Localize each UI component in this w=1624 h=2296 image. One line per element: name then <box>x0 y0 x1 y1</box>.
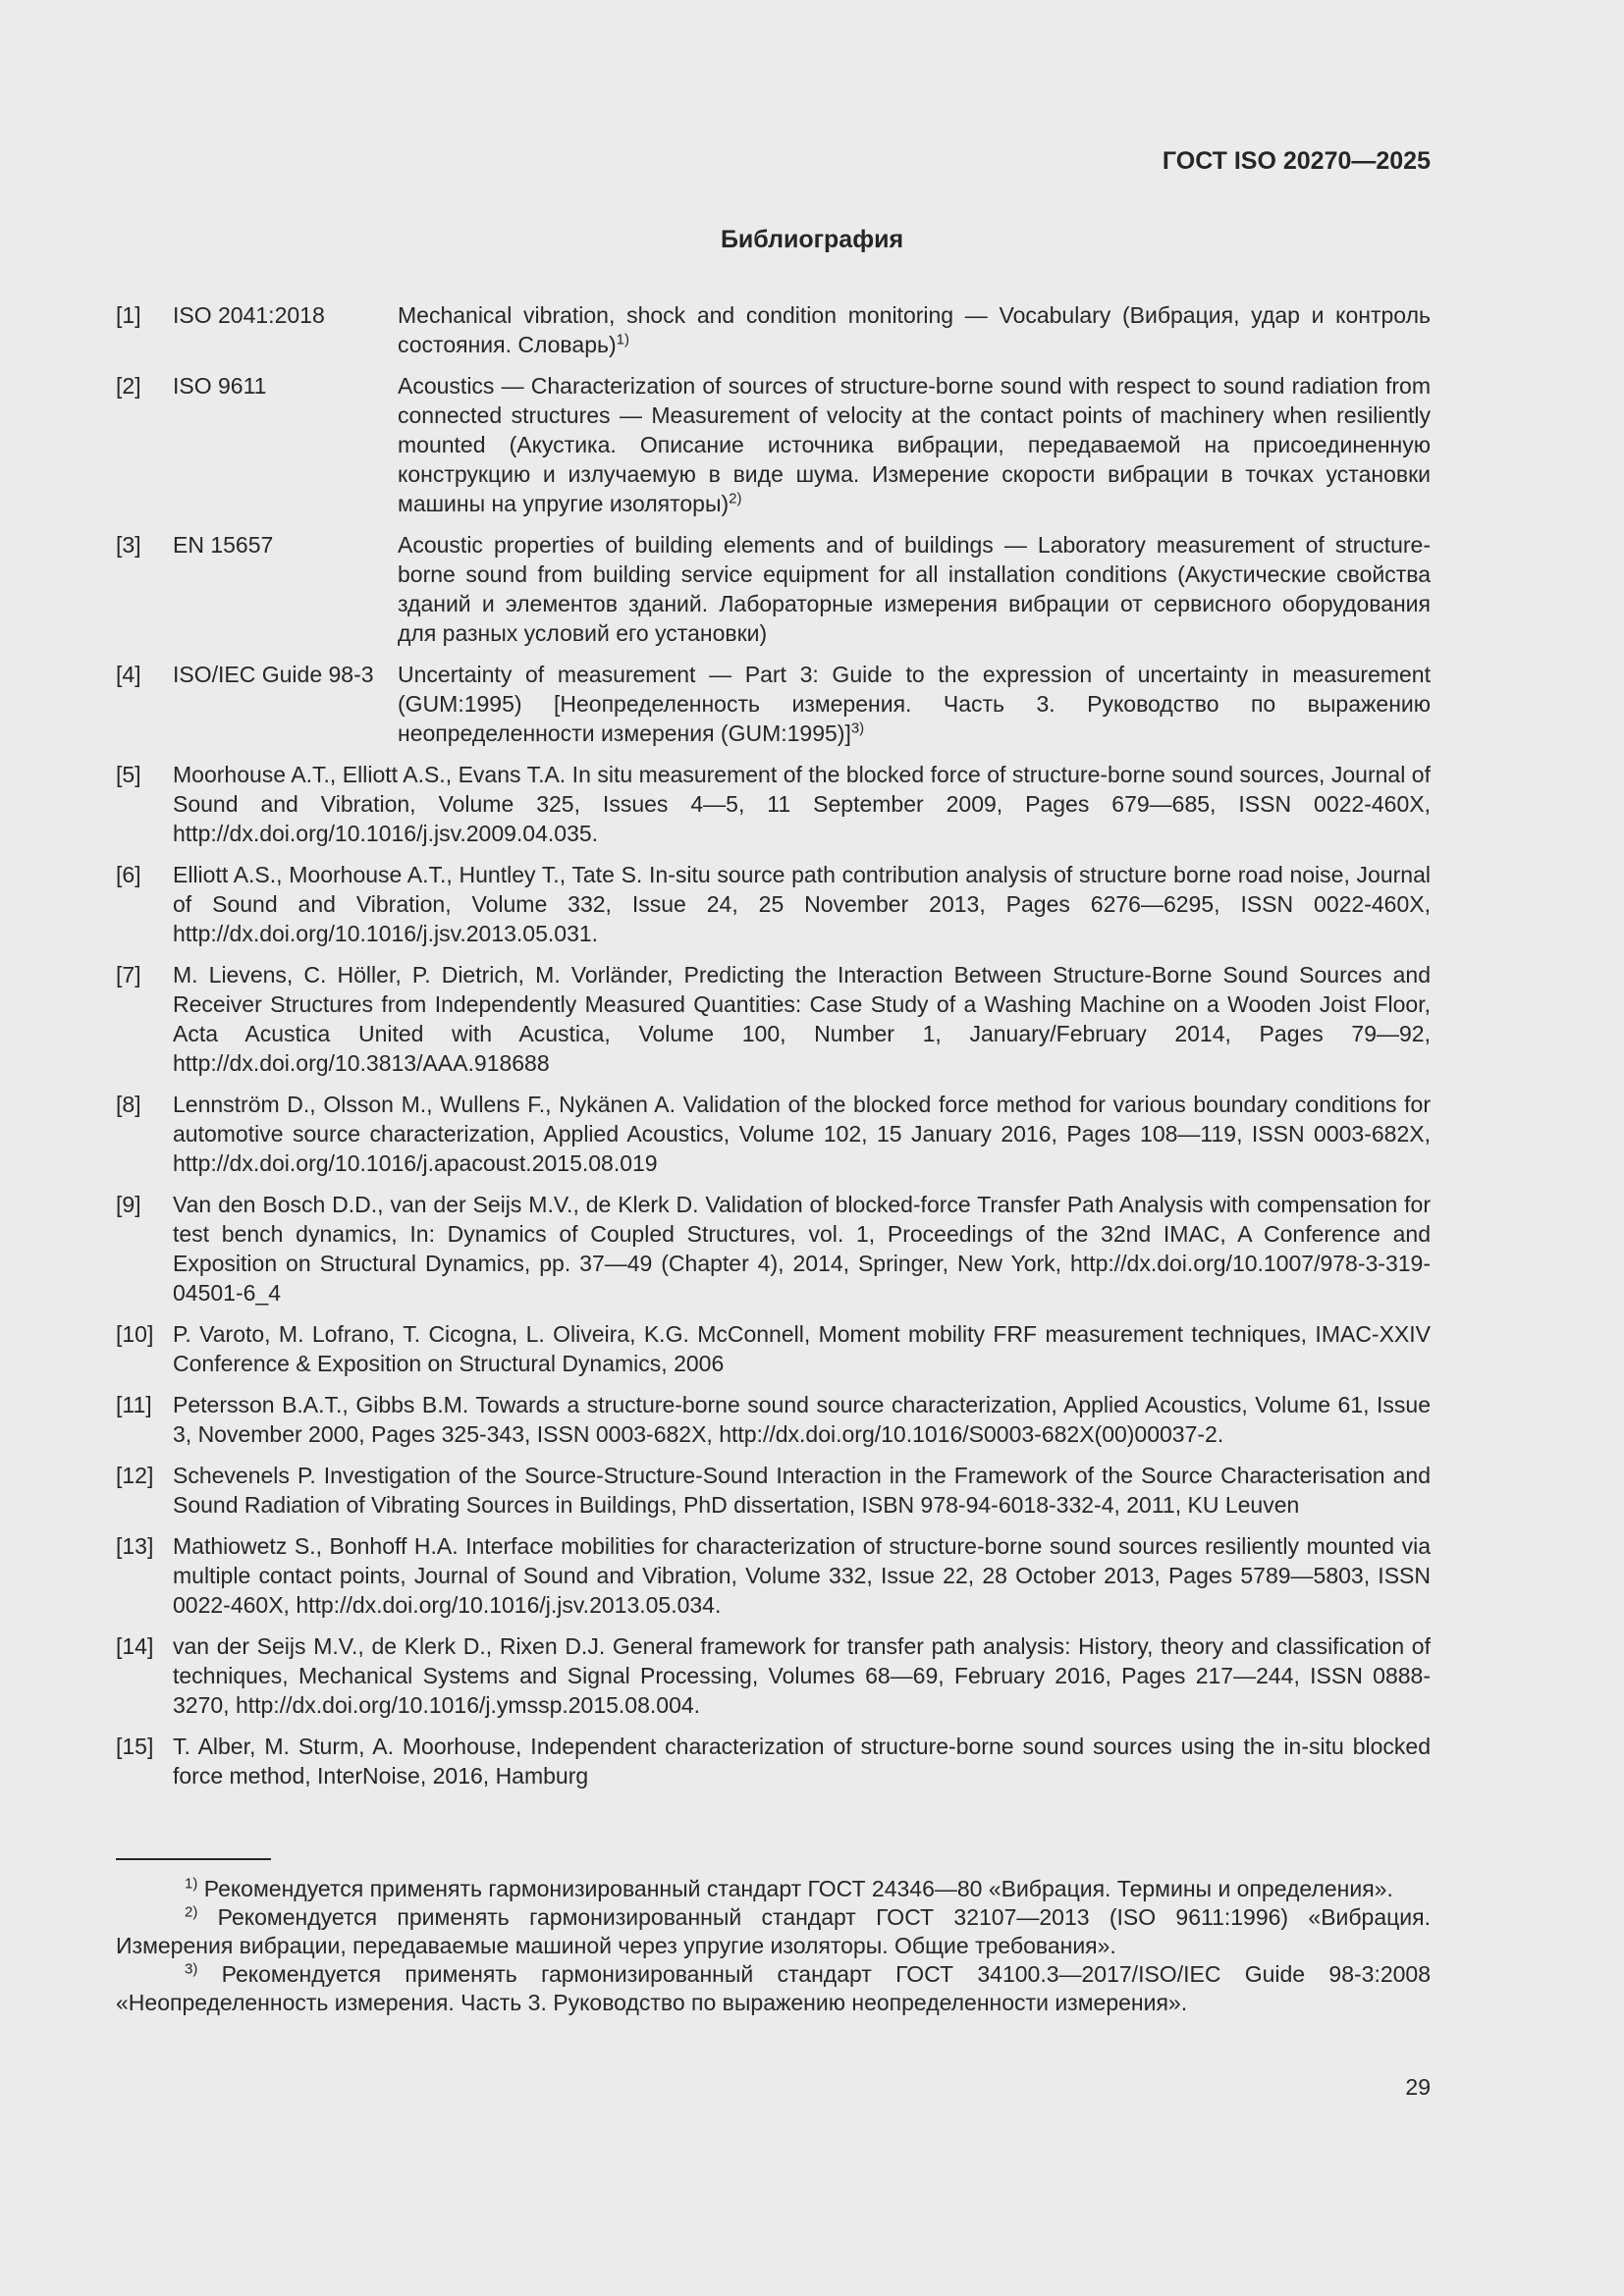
standard-code: ISO/IEC Guide 98-3 <box>173 662 374 687</box>
entry-text: Lennström D., Olsson M., Wullens F., Nykänen A. Validation of the blocked force method for various boundary conditions for automotive source characterization, Applied Acoustics, Volume 102, 15 January 2016, Pages 108—119, ISSN 0003-682X, http://dx.doi.org/10.1016/j.apacoust.2015.08.019 <box>173 1092 1431 1176</box>
entry-text: Van den Bosch D.D., van der Seijs M.V., de Klerk D. Validation of blocked-force Transfer Path Analysis with compensation for test bench dynamics, In: Dynamics of Coupled Structures, vol. 1, Proceedings of the 32nd IMAC, A Conference and Exposition on Structural Dynamics, pp. 37—49 (Chapter 4), 2014, Springer, New York, http://dx.doi.org/10.1007/978-3-319-04501-6_4 <box>173 1192 1431 1306</box>
entry-text-content: Uncertainty of measurement — Part 3: Guide to the expression of uncertainty in measurement (GUM:1995) [Неопределенность измерения. Часть 3. Руководство по выражению неопределенности измерения (GUM:1995)] <box>398 662 1431 746</box>
page-number: 29 <box>1405 2074 1431 2100</box>
entry-text: P. Varoto, M. Lofrano, T. Cicogna, L. Oliveira, K.G. McConnell, Moment mobility FRF measurement techniques, IMAC-XXIV Conference & Exposition on Structural Dynamics, 2006 <box>173 1321 1431 1376</box>
entry-number: [2] <box>116 373 141 399</box>
entry-number: [15] <box>116 1734 154 1759</box>
footnote-separator <box>116 1858 271 1860</box>
bibliography-entry <box>116 1090 1431 1178</box>
bibliography-entry <box>116 1732 1431 1790</box>
document-code: ГОСТ ISO 20270—2025 <box>1162 147 1431 175</box>
entry-text: T. Alber, M. Sturm, A. Moorhouse, Independent characterization of structure-borne sound sources using the in-situ blocked force method, InterNoise, 2016, Hamburg <box>173 1734 1431 1789</box>
entry-text: Schevenels P. Investigation of the Source-Structure-Sound Interaction in the Framework of the Source Characterisation and Sound Radiation of Vibrating Sources in Buildings, PhD dissertation, ISBN 978-94-6018-332-4, 2011, KU Leuven <box>173 1463 1431 1518</box>
standard-code: EN 15657 <box>173 532 274 558</box>
entry-number: [7] <box>116 962 141 988</box>
entry-number: [13] <box>116 1533 154 1559</box>
standard-code: ISO 9611 <box>173 373 267 399</box>
footnote-text: Рекомендуется применять гармонизированный стандарт ГОСТ 32107—2013 (ISO 9611:1996) «Вибрация. Измерения вибрации, передаваемые машиной через упругие изоляторы. Общие требования». <box>116 1904 1432 1958</box>
standard-code: ISO 2041:2018 <box>173 302 325 328</box>
bibliography-entry <box>116 300 1431 359</box>
bibliography-entry <box>116 1531 1431 1620</box>
entry-number: [11] <box>116 1392 152 1417</box>
bibliography-entry <box>116 530 1431 648</box>
entry-text: Elliott A.S., Moorhouse A.T., Huntley T., Tate S. In-situ source path contribution analysis of structure borne road noise, Journal of Sound and Vibration, Volume 332, Issue 24, 25 November 2013, Pages 6276—6295, ISSN 0022-460X, http://dx.doi.org/10.1016/j.jsv.2013.05.031. <box>173 862 1431 946</box>
entry-number: [6] <box>116 862 141 887</box>
footnote-text: Рекомендуется применять гармонизированный стандарт ГОСТ 24346—80 «Вибрация. Термины и определения». <box>203 1876 1393 1901</box>
entry-text-content: Acoustic properties of building elements and of buildings — Laboratory measurement of structure-borne sound from building service equipment for all installation conditions (Акустические свойства зданий и элементов зданий. Лабораторные измерения вибрации от сервисного оборудования для разных условий его установки) <box>398 532 1431 646</box>
footnote-mark: 1) <box>185 1875 198 1893</box>
entry-number: [9] <box>116 1192 141 1217</box>
entry-text: Petersson B.A.T., Gibbs B.M. Towards a structure-borne sound source characterization, Applied Acoustics, Volume 61, Issue 3, November 2000, Pages 325-343, ISSN 0003-682X, http://dx.doi.org/10.1016/S0003-682X(00)00037-2. <box>173 1392 1431 1447</box>
entry-number: [14] <box>116 1633 154 1659</box>
bibliography-list <box>116 300 1431 1802</box>
footnote-mark: 3) <box>185 1960 198 1978</box>
entry-text <box>398 300 1431 359</box>
bibliography-entry <box>116 1319 1431 1378</box>
bibliography-entry <box>116 371 1431 518</box>
entry-number: [5] <box>116 762 141 787</box>
footnote-ref: 1) <box>616 331 629 348</box>
entry-number: [1] <box>116 302 141 328</box>
entry-text <box>398 660 1431 748</box>
entry-number: [12] <box>116 1463 154 1488</box>
bibliography-entry <box>116 860 1431 948</box>
entry-text-content: Acoustics — Characterization of sources of structure-borne sound with respect to sound radiation from connected structures — Measurement of velocity at the contact points of machinery when resiliently mounted (Акустика. Описание источника вибрации, передаваемой на присоединенную конструкцию и излучаемую в виде шума. Измерение скорости вибрации в точках установки машины на упругие изоляторы) <box>398 373 1431 516</box>
bibliography-entry <box>116 1390 1431 1449</box>
entry-text: Mathiowetz S., Bonhoff H.A. Interface mobilities for characterization of structure-borne sound sources resiliently mounted via multiple contact points, Journal of Sound and Vibration, Volume 332, Issue 22, 28 October 2013, Pages 5789—5803, ISSN 0022-460X, http://dx.doi.org/10.1016/j.jsv.2013.05.034. <box>173 1533 1431 1618</box>
footnote <box>116 1960 1431 2017</box>
entry-number: [3] <box>116 532 141 558</box>
bibliography-entry <box>116 1631 1431 1720</box>
footnote <box>116 1903 1431 1960</box>
bibliography-entry <box>116 660 1431 748</box>
bibliography-entry <box>116 760 1431 848</box>
bibliography-entry <box>116 1190 1431 1308</box>
bibliography-entry <box>116 1461 1431 1520</box>
entry-text: van der Seijs M.V., de Klerk D., Rixen D.J. General framework for transfer path analysis: History, theory and classification of techniques, Mechanical Systems and Signal Processing, Volumes 68—69, February 2016, Pages 217—244, ISSN 0888-3270, http://dx.doi.org/10.1016/j.ymssp.2015.08.004. <box>173 1633 1431 1718</box>
entry-text: Moorhouse A.T., Elliott A.S., Evans T.A. In situ measurement of the blocked force of structure-borne sound sources, Journal of Sound and Vibration, Volume 325, Issues 4—5, 11 September 2009, Pages 679—685, ISSN 0022-460X, http://dx.doi.org/10.1016/j.jsv.2009.04.035. <box>173 762 1431 846</box>
entry-number: [4] <box>116 662 141 687</box>
footnotes <box>116 1875 1431 2017</box>
footnote-ref: 2) <box>729 490 742 507</box>
entry-text <box>398 371 1431 518</box>
entry-text: M. Lievens, C. Höller, P. Dietrich, M. Vorländer, Predicting the Interaction Between Structure-Borne Sound Sources and Receiver Structures from Independently Measured Quantities: Case Study of a Washing Machine on a Wooden Joist Floor, Acta Acustica United with Acustica, Volume 100, Number 1, January/February 2014, Pages 79—92, http://dx.doi.org/10.3813/AAA.918688 <box>173 962 1431 1076</box>
footnote-ref: 3) <box>850 720 865 737</box>
entry-number: [10] <box>116 1321 154 1347</box>
footnote-mark: 2) <box>185 1903 198 1921</box>
page-title: Библиография <box>720 226 904 253</box>
footnote-text: Рекомендуется применять гармонизированный стандарт ГОСТ 34100.3—2017/ISO/IEC Guide 98-3:2008 «Неопределенность измерения. Часть 3. Руководство по выражению неопределенности измерения». <box>116 1961 1431 2015</box>
entry-number: [8] <box>116 1092 141 1117</box>
bibliography-entry <box>116 960 1431 1078</box>
entry-text-content: Mechanical vibration, shock and condition monitoring — Vocabulary (Вибрация, удар и контроль состояния. Словарь) <box>398 302 1431 357</box>
footnote <box>116 1875 1431 1903</box>
entry-text <box>398 530 1431 648</box>
